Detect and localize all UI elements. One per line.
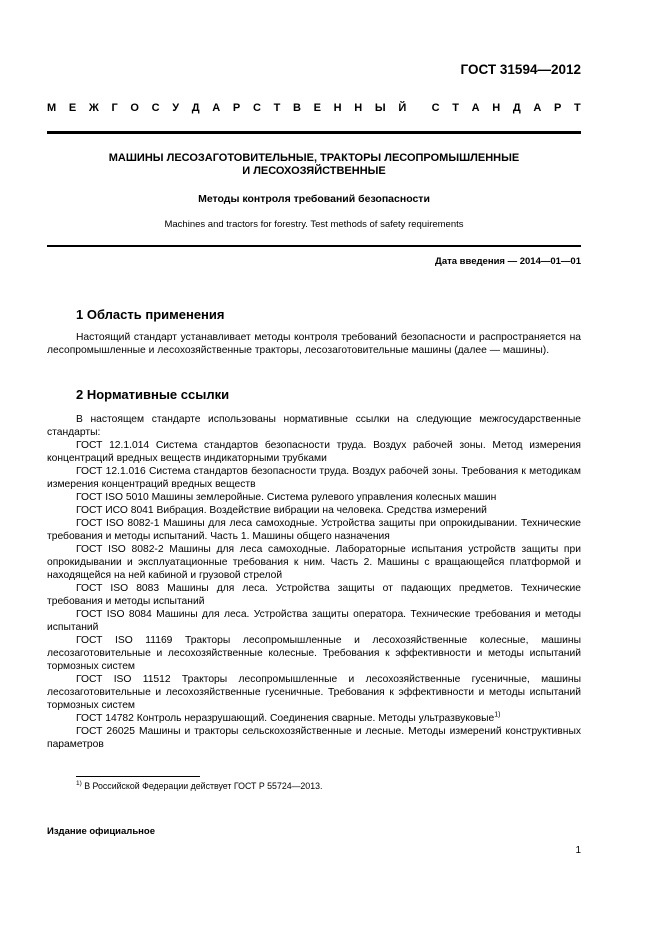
banner-letter: М	[47, 102, 57, 114]
reference-item: ГОСТ ISO 8083 Машины для леса. Устройства защиты от падающих предметов. Технические требования и методы испытаний	[47, 583, 581, 607]
reference-item: ГОСТ ISO 11169 Тракторы лесопромышленные и лесохозяйственные колесные, машины лесозаготовительные и лесохозяйственные колесные. Требования к эффективности и методы испытаний тормозных систем	[47, 635, 581, 672]
interstate-standard-banner	[47, 102, 581, 114]
official-edition-label: Издание официальное	[47, 826, 155, 837]
banner-letter: Н	[492, 102, 501, 114]
banner-letter: У	[172, 102, 180, 114]
reference-item: ГОСТ ISO 11512 Тракторы лесопромышленные и лесохозяйственные гусеничные, машины лесозаготовительные и лесохозяйственные гусеничные. Требования к эффективности и методы испытаний тормозных систем	[47, 674, 581, 711]
page-number: 1	[575, 845, 581, 856]
banner-letter: Т	[273, 102, 281, 114]
reference-item: ГОСТ ИСО 8041 Вибрация. Воздействие вибрации на человека. Средства измерений	[76, 505, 487, 516]
banner-letter: Р	[232, 102, 241, 114]
banner-letter: Д	[191, 102, 200, 114]
banner-letter: Ы	[374, 102, 386, 114]
reference-item: ГОСТ ISO 5010 Машины землеройные. Система рулевого управления колесных машин	[76, 492, 497, 503]
banner-letter: Д	[512, 102, 521, 114]
title-line-1: МАШИНЫ ЛЕСОЗАГОТОВИТЕЛЬНЫЕ, ТРАКТОРЫ ЛЕСОПРОМЫШЛЕННЫЕ	[108, 152, 520, 164]
section-2-intro: В настоящем стандарте использованы нормативные ссылки на следующие межгосударственные стандарты:	[47, 414, 581, 438]
banner-letter: О	[130, 102, 139, 114]
title-divider	[47, 245, 581, 247]
document-code: ГОСТ 31594—2012	[460, 62, 581, 77]
footnote-text: В Российской Федерации действует ГОСТ Р 55724—2013.	[81, 780, 323, 791]
section-1-heading: 1 Область применения	[76, 307, 225, 322]
title-line-2: И ЛЕСОХОЗЯЙСТВЕННЫЕ	[242, 165, 386, 177]
banner-letter: С	[151, 102, 160, 114]
footnote	[76, 780, 322, 791]
reference-item: ГОСТ ISO 8082-1 Машины для леса самоходные. Устройства защиты при опрокидывании. Технические требования и методы испытаний. Часть 1. Машины общего назначения	[47, 518, 581, 542]
introduction-date: Дата введения — 2014—01—01	[435, 256, 581, 267]
banner-letter: Е	[313, 102, 321, 114]
banner-letter: Г	[111, 102, 118, 114]
footnote-marker: 1)	[494, 711, 501, 719]
banner-letter: Е	[68, 102, 77, 114]
banner-letter: Й	[398, 102, 407, 114]
banner-letter: А	[212, 102, 221, 114]
banner-letter: Н	[354, 102, 363, 114]
banner-letter: С	[431, 102, 440, 114]
footnote-divider	[76, 776, 200, 777]
reference-item: ГОСТ ISO 8082-2 Машины для леса самоходные. Лабораторные испытания устройств защиты при опрокидывании и эксплуатационные требования к ним. Часть 2. Машины с вращающейся платформой и находящейся на ней кабиной и грузовой стрелой	[47, 544, 581, 581]
banner-letter: Т	[452, 102, 459, 114]
section-2-heading: 2 Нормативные ссылки	[76, 387, 230, 402]
reference-item: ГОСТ 26025 Машины и тракторы сельскохозяйственные и лесные. Методы измерений конструктивных параметров	[47, 726, 581, 750]
reference-text: ГОСТ 14782 Контроль неразрушающий. Соединения сварные. Методы ультразвуковые	[76, 713, 495, 724]
banner-letter: Р	[553, 102, 562, 114]
reference-item: ГОСТ ISO 8084 Машины для леса. Устройства защиты оператора. Технические требования и методы испытаний	[47, 609, 581, 633]
english-title: Machines and tractors for forestry. Test methods of safety requirements	[164, 219, 464, 230]
banner-letter: С	[252, 102, 261, 114]
section-1-text: Настоящий стандарт устанавливает методы контроля требований безопасности и распространяется на лесопромышленные и лесохозяйственные тракторы, лесозаготовительные машины (далее — машины).	[47, 332, 581, 356]
document-title	[47, 152, 581, 178]
normative-references-list	[47, 439, 581, 751]
document-subtitle: Методы контроля требований безопасности	[198, 193, 430, 205]
reference-item: ГОСТ 12.1.014 Система стандартов безопасности труда. Воздух рабочей зоны. Метод измерения концентраций вредных веществ индикаторными трубками	[47, 440, 581, 464]
banner-letter: А	[471, 102, 480, 114]
banner-letter: Ж	[88, 102, 99, 114]
reference-item-with-footnote	[47, 712, 581, 725]
reference-item: ГОСТ 12.1.016 Система стандартов безопасности труда. Воздух рабочей зоны. Требования к методикам измерения концентраций вредных веществ	[47, 466, 581, 490]
banner-letter: В	[292, 102, 301, 114]
banner-letter: А	[533, 102, 542, 114]
banner-letter: Н	[333, 102, 342, 114]
banner-letter: Т	[574, 102, 581, 114]
top-divider	[47, 131, 581, 134]
footnote-mark: 1)	[76, 780, 82, 787]
